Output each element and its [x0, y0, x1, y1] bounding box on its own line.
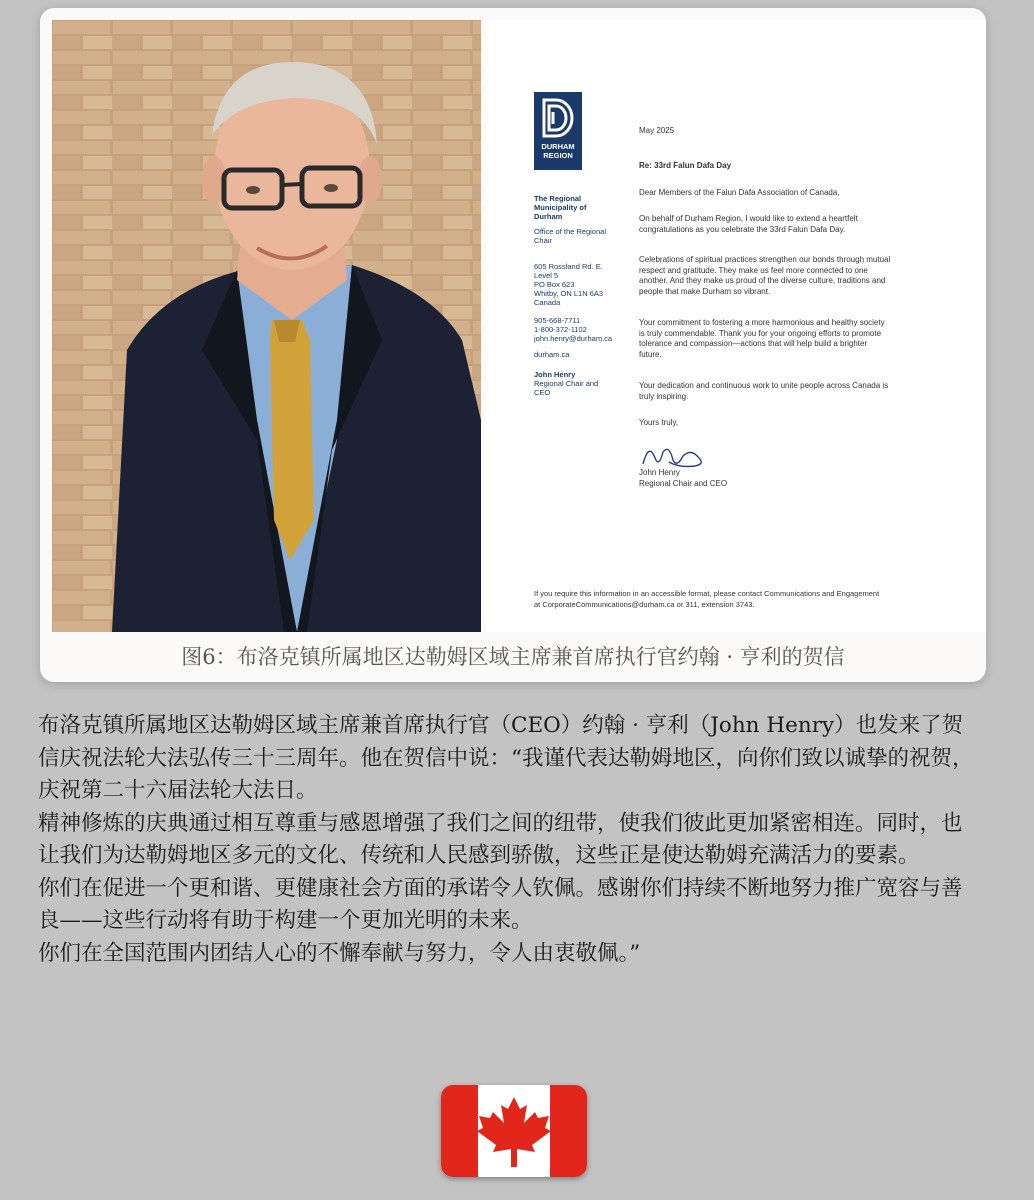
letter-footer: [534, 588, 954, 610]
address-line: Level 5: [534, 271, 559, 280]
sidebar-title-line: Regional Chair and: [534, 379, 599, 388]
paragraph-line: is truly commendable. Thank you for your ongoing efforts to promote: [639, 328, 882, 338]
address-line: PO Box 623: [534, 280, 575, 289]
article-paragraph: 布洛克镇所属地区达勒姆区域主席兼首席执行官（CEO）约翰 · 亨利（John Henry）也发来了贺信庆祝法轮大法弘传三十三周年。他在贺信中说：“我谨代表达勒姆地区，向你们致以诚挚的祝贺，庆祝第二十六届法轮大法日。: [38, 713, 974, 803]
sidebar-name: John Henry: [534, 370, 576, 379]
paragraph-line: Your dedication and continuous work to unite people across Canada is: [639, 381, 889, 390]
sidebar-office-line: Office of the Regional: [534, 227, 606, 236]
address-line: 605 Rossland Rd. E.: [534, 262, 603, 271]
paragraph-line: truly inspiring.: [639, 391, 689, 401]
paragraph-line: On behalf of Durham Region, I would like to extend a heartfelt: [639, 214, 858, 223]
letter-closing: Yours truly,: [639, 418, 679, 427]
sidebar-office: [534, 227, 634, 245]
sidebar-office-line: Chair: [534, 236, 552, 245]
article-paragraph: 精神修炼的庆典通过相互尊重与感恩增强了我们之间的纽带，使我们彼此更加紧密相连。同时，也让我们为达勒姆地区多元的文化、传统和人民感到骄傲，这些正是使达勒姆充满活力的要素。: [38, 810, 963, 868]
letter-paragraph: [639, 318, 949, 360]
paragraph-line: Your commitment to fostering a more harmonious and healthy society: [639, 318, 885, 327]
letter-salutation: Dear Members of the Falun Dafa Association of Canada,: [639, 188, 840, 197]
sidebar-org-line: Municipality of: [534, 203, 587, 212]
image-card: [40, 8, 986, 682]
phone-number: 1-800-372-1102: [534, 325, 587, 334]
maple-leaf-flag: [441, 1085, 587, 1177]
footer-line: If you require this information in an accessible format, please contact Communications and Engagement: [534, 589, 880, 598]
email-address: john.henry@durham.ca: [534, 334, 613, 343]
article-body: [38, 710, 978, 970]
portrait-photo: [52, 20, 481, 632]
article-paragraph: 你们在促进一个更和谐、更健康社会方面的承诺令人钦佩。感谢你们持续不断地努力推广宽容与善良——这些行动将有助于构建一个更加光明的未来。: [38, 875, 963, 933]
signer-name: John Henry: [639, 468, 680, 477]
signer-title: Regional Chair and CEO: [639, 479, 728, 488]
paragraph-line: another. And they make us proud of the diverse culture, traditions and: [639, 276, 886, 285]
logo-line-2: REGION: [543, 151, 573, 160]
phone-number: 905-668-7711: [534, 316, 581, 325]
durham-logo-mark: [540, 96, 576, 140]
canada-flag-icon: [441, 1085, 587, 1177]
sidebar-website: durham.ca: [534, 350, 570, 359]
sidebar-contact: [534, 316, 634, 343]
logo-line-1: DURHAM: [541, 142, 575, 151]
address-line: Canada: [534, 298, 561, 307]
sidebar-address: [534, 262, 634, 307]
paragraph-line: tolerance and compassion—actions that will help build a brighter: [639, 339, 868, 348]
letter-paragraph: [639, 255, 949, 297]
paragraph-line: congratulations as you celebrate the 33rd Falun Dafa Day.: [639, 224, 846, 234]
paragraph-line: future.: [639, 349, 662, 359]
letter-paragraph: [639, 214, 949, 235]
portrait-illustration: [52, 20, 481, 632]
durham-region-logo: [534, 92, 582, 170]
paragraph-line: people that make Durham so vibrant.: [639, 286, 771, 296]
sidebar-org-line: The Regional: [534, 194, 582, 203]
letter-subject: Re: 33rd Falun Dafa Day: [639, 161, 732, 170]
paragraph-line: Celebrations of spiritual practices strengthen our bonds through mutual: [639, 255, 891, 264]
figure-caption: 图6：布洛克镇所属地区达勒姆区域主席兼首席执行官约翰 · 亨利的贺信: [181, 645, 845, 669]
sidebar-title: [534, 379, 634, 397]
letter-paragraph: [639, 381, 949, 402]
article-paragraph: 你们在全国范围内团结人心的不懈奉献与努力，令人由衷敬佩。”: [38, 940, 641, 966]
sidebar-org-line: Durham: [534, 212, 563, 221]
address-line: Whitby, ON L1N 6A3: [534, 289, 604, 298]
footer-line: at CorporateCommunications@durham.ca or 311, extension 3743.: [534, 600, 755, 609]
letter-document: [486, 20, 986, 632]
sidebar-org: [534, 194, 634, 221]
paragraph-line: respect and gratitude. They make us feel more connected to one: [639, 265, 868, 275]
sidebar-title-line: CEO: [534, 388, 551, 397]
letter-date: May 2025: [639, 126, 675, 135]
signature-image: [639, 438, 709, 472]
